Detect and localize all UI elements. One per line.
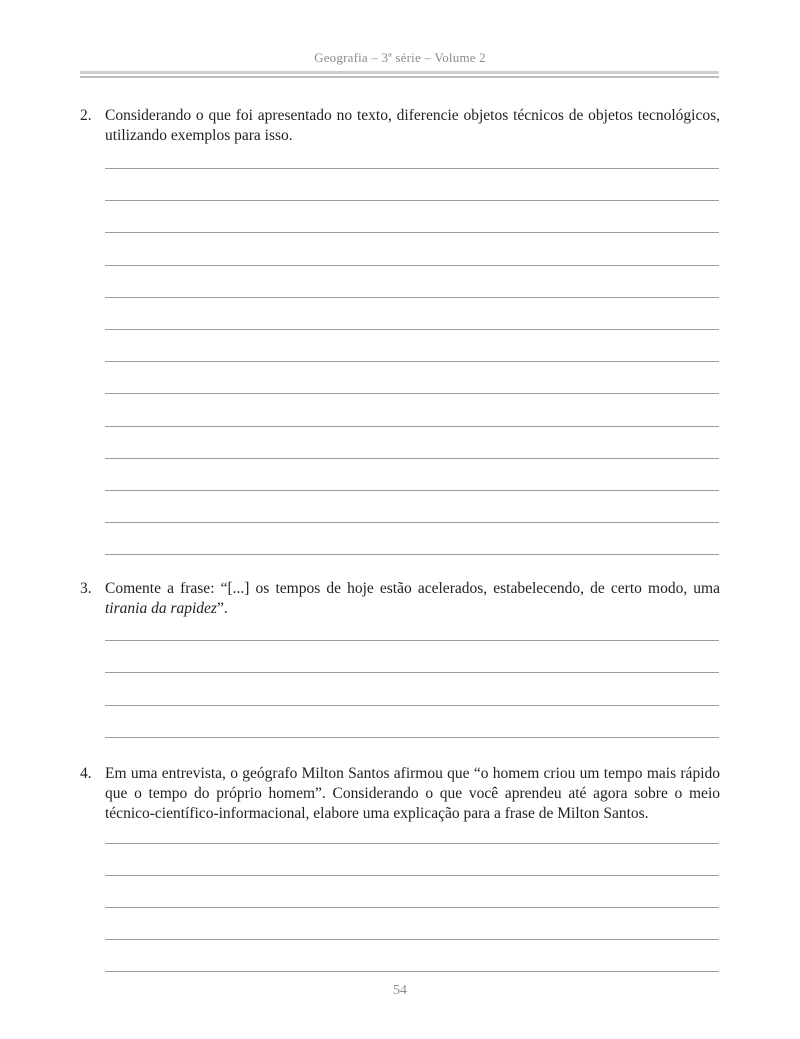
answer-line	[105, 907, 719, 908]
answer-line	[105, 232, 719, 233]
answer-line	[105, 426, 719, 427]
question-4	[80, 764, 720, 824]
answer-line	[105, 297, 719, 298]
question-3	[80, 579, 720, 619]
answer-line	[105, 554, 719, 555]
answer-line	[105, 522, 719, 523]
header-rule-thick	[80, 71, 719, 74]
question-number: 3.	[80, 580, 92, 597]
answer-line	[105, 393, 719, 394]
answer-line	[105, 200, 719, 201]
question-number: 4.	[80, 765, 92, 782]
answer-line	[105, 168, 719, 169]
answer-line	[105, 875, 719, 876]
answer-line	[105, 640, 719, 641]
answer-line	[105, 458, 719, 459]
question-text-emphasis: tirania da rapidez	[105, 600, 217, 617]
header-rule-thin	[80, 76, 719, 78]
page-number: 54	[393, 983, 407, 998]
answer-line	[105, 705, 719, 706]
answer-line	[105, 329, 719, 330]
question-text: Em uma entrevista, o geógrafo Milton Santos afirmou que “o homem criou um tempo mais rápido que o tempo do próprio homem”. Considerando o que você aprendeu até agora sobre o meio técnico-científico-informacional, elabore uma explicação para a frase de Milton Santos.	[105, 765, 720, 822]
running-header: Geografia – 3ª série – Volume 2	[314, 50, 486, 65]
answer-line	[105, 490, 719, 491]
question-text: Considerando o que foi apresentado no texto, diferencie objetos técnicos de objetos tecnológicos, utilizando exemplos para isso.	[105, 107, 720, 144]
answer-line	[105, 939, 719, 940]
answer-line	[105, 737, 719, 738]
question-2	[80, 106, 720, 146]
answer-line	[105, 265, 719, 266]
answer-line	[105, 971, 719, 972]
question-text-end: ”.	[216, 600, 228, 617]
question-number: 2.	[80, 107, 92, 124]
question-text-lead: Comente a frase: “[...] os tempos de hoje estão acelerados, estabelecendo, de certo modo, uma	[105, 580, 720, 597]
answer-line	[105, 361, 719, 362]
answer-line	[105, 843, 719, 844]
answer-line	[105, 672, 719, 673]
question-text	[105, 579, 720, 619]
